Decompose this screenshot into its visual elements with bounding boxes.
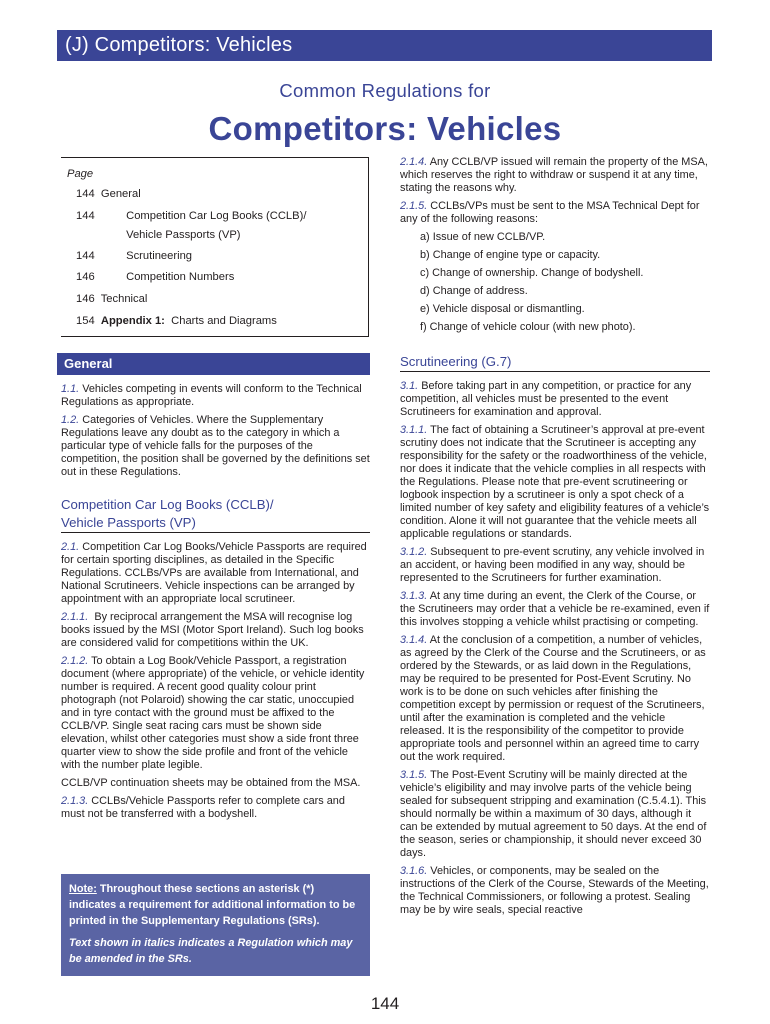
- toc-page: 144: [76, 210, 95, 222]
- general-heading-bar: [57, 353, 370, 375]
- list-item: f) Change of vehicle colour (with new photo).: [420, 321, 636, 333]
- clause-text: Categories of Vehicles. Where the Supplementary Regulations leave any doubt as to the category in which a particular type of vehicle falls for the purposes of the competition, the position shall be governed by the definitions set out in these Regulations.: [61, 414, 370, 478]
- clause-text: At the conclusion of a competition, a number of vehicles, as agreed by the Clerk of the Course and the Scrutineers, or as ordered by the Stewards, or as laid down in the Regulations, may be required to be presented for Post-Event Scrutiny. No work is to be done on such vehicles after finishing the competition except by permission or request of the Scrutineers, until after the examination is completed and the vehicle released. It is the responsibility of the competitor to provide appropriate tools and personnel within an agreed time to carry out the work required.: [400, 634, 706, 763]
- toc-row[interactable]: [76, 188, 141, 200]
- clause-text: To obtain a Log Book/Vehicle Passport, a registration document (where appropriate) of the vehicle, or vehicle identity number is required. A recent good quality colour print photograph (not Polaroid) showing the car static, unoccupied and in tyre contact with the ground must be affixed to the CCLB/VP. Single seat racing cars must be shown side elevation, whilst other categories must show a side front three quarter view to show the side profile and front of the vehicle with the number plate legible.: [61, 655, 365, 771]
- scrutineering-heading: [400, 353, 710, 372]
- list-item: a) Issue of new CCLB/VP.: [420, 231, 546, 243]
- clause-ref: 2.1.5.: [400, 200, 428, 212]
- toc-page: 146: [76, 293, 95, 305]
- clause-text: CCLBs/VPs must be sent to the MSA Technical Dept for any of the following reasons:: [400, 200, 700, 225]
- clause-ref: 2.1.1.: [61, 611, 89, 623]
- table-of-contents: [61, 157, 369, 337]
- toc-heading: Page: [67, 168, 94, 180]
- clause-text: Before taking part in any competition, or practice for any competition, all vehicles must be presented to the event Scrutineers for examination and approval.: [400, 380, 692, 418]
- list-item: d) Change of address.: [420, 285, 528, 297]
- toc-row[interactable]: [76, 210, 306, 222]
- page-number: 144: [370, 994, 400, 1013]
- paragraph: [400, 590, 710, 629]
- toc-page: 144: [76, 188, 95, 200]
- list-item: e) Vehicle disposal or dismantling.: [420, 303, 585, 315]
- paragraph: [400, 865, 710, 917]
- page-subtitle: Common Regulations for: [279, 80, 491, 101]
- paragraph: [61, 795, 370, 821]
- note-italic-text: Text shown in italics indicates a Regulation which may be amended in the SRs.: [69, 937, 353, 965]
- clause-ref: 3.1.5.: [400, 769, 428, 781]
- scrutineering-heading-text: Scrutineering: [400, 354, 478, 369]
- note-text: Throughout these sections an asterisk (*) indicates a requirement for additional information to be printed in the Supplementary Regulations (SRs).: [69, 883, 356, 927]
- toc-row[interactable]: [76, 250, 192, 262]
- toc-label: General: [100, 188, 141, 200]
- clause-ref: 2.1.4.: [400, 156, 428, 168]
- paragraph: [400, 380, 710, 419]
- toc-label: Vehicle Passports (VP): [126, 229, 241, 241]
- cclb-heading-line: Competition Car Log Books (CCLB)/: [61, 497, 274, 512]
- clause-ref: 3.1.4.: [400, 634, 428, 646]
- cclb-heading: [61, 496, 370, 514]
- paragraph: [400, 769, 710, 860]
- paragraph: [61, 777, 370, 790]
- clause-text: The fact of obtaining a Scrutineer’s approval at pre-event scrutiny does not indicate that the Scrutineer is accepting any responsibility for the safety or the roadworthiness of the vehicle, nor does it indicate that the vehicle complies in all respects with the Regulations. Please note that pre-event scrutineering or logbook inspection by a scrutineer is only a spot check of a limited number of key safety and eligibility features of a vehicle’s condition. Alone it will not guarantee that the vehicle meets all applicable regulations or standards.: [400, 424, 710, 540]
- clause-text: By reciprocal arrangement the MSA will recognise log books issued by the MSI (Motor Sport Ireland). Such log books are considered valid for competitions within the UK.: [61, 611, 364, 649]
- paragraph: [400, 634, 710, 764]
- clause-ref: 3.1.3.: [400, 590, 428, 602]
- clause-ref: 3.1.: [400, 380, 419, 392]
- banner-title: (J) Competitors: Vehicles: [65, 34, 293, 56]
- paragraph: [61, 655, 370, 772]
- page-title: Competitors: Vehicles: [208, 110, 562, 147]
- clause-text: Vehicles, or components, may be sealed on the instructions of the Clerk of the Course, Stewards of the Meeting, the Technical Commissioners, or following a protest. Sealing may be by wire seals, special reactive: [400, 865, 709, 916]
- paragraph: [61, 541, 370, 606]
- toc-label: Competition Car Log Books (CCLB)/: [126, 210, 307, 222]
- clause-ref: 3.1.6.: [400, 865, 428, 877]
- list-item: c) Change of ownership. Change of bodyshell.: [420, 267, 644, 279]
- clause-text: The Post-Event Scrutiny will be mainly directed at the vehicle’s eligibility and may involve parts of the vehicle being sealed for subsequent stripping and examination (C.5.4.1). This should normally be within a maximum of 30 days, although it can be extended by mutual agreement to 50 days. At the end of the season, series or championship, it should never exceed 30 days.: [400, 769, 707, 859]
- paragraph: [400, 200, 710, 226]
- clause-text: Any CCLB/VP issued will remain the property of the MSA, which reserves the right to withdraw or suspend it at any time, stating the reasons why.: [400, 156, 708, 194]
- clause-ref: 3.1.2.: [400, 546, 428, 558]
- clause-ref: 1.2.: [61, 414, 80, 426]
- clause-text: Vehicles competing in events will conform to the Technical Regulations as appropriate.: [61, 383, 362, 408]
- toc-page: 154: [76, 315, 95, 327]
- paragraph: [400, 156, 710, 195]
- scrutineering-heading-ref: (G.7): [481, 354, 512, 369]
- paragraph: [61, 414, 370, 479]
- section-banner: [57, 30, 712, 61]
- right-column-top: [400, 156, 710, 339]
- clause-text: Competition Car Log Books/Vehicle Passports are required for certain sporting disciplines, as detailed in the Specific Regulations. CCLBs/VPs are available from International, and National Scrutineers. Vehicle inspections can be arranged by appointment with an appropriate local scrutineer.: [61, 541, 367, 605]
- note-box: [61, 874, 370, 976]
- toc-page: 146: [76, 271, 95, 283]
- paragraph: [400, 546, 710, 585]
- cclb-heading-line: Vehicle Passports (VP): [61, 515, 196, 530]
- toc-label: Scrutineering: [126, 250, 193, 262]
- toc-row[interactable]: [76, 229, 241, 241]
- toc-label-bold: Appendix 1:: [100, 315, 165, 327]
- toc-label: Competition Numbers: [126, 271, 235, 283]
- toc-label: Technical: [100, 293, 148, 305]
- paragraph: [61, 611, 370, 650]
- paragraph: [400, 424, 710, 541]
- paragraph: [61, 383, 370, 409]
- toc-label: Charts and Diagrams: [171, 315, 277, 327]
- clause-ref: 2.1.: [61, 541, 80, 553]
- clause-text: At any time during an event, the Clerk of the Course, or the Scrutineers may order that a vehicle be re-examined, even if this involves stopping a vehicle whilst practising or competing.: [400, 590, 710, 628]
- clause-text: CCLBs/Vehicle Passports refer to complete cars and must not be transferred with a bodyshell.: [61, 795, 345, 820]
- clause-ref: 2.1.3.: [61, 795, 89, 807]
- right-column-scrutineering: [400, 353, 710, 922]
- clause-ref: 1.1.: [61, 383, 80, 395]
- note-label: Note:: [69, 883, 97, 895]
- general-heading: General: [64, 356, 113, 371]
- left-column: [61, 383, 370, 826]
- clause-ref: 2.1.2.: [61, 655, 89, 667]
- toc-page: 144: [76, 250, 95, 262]
- clause-text: Subsequent to pre-event scrutiny, any vehicle involved in an accident, or having been modified in any way, should be represented to the Scrutineers for further examination.: [400, 546, 705, 584]
- toc-row[interactable]: [76, 315, 277, 327]
- reasons-list: [420, 231, 710, 334]
- clause-ref: 3.1.1.: [400, 424, 428, 436]
- toc-row[interactable]: [76, 271, 234, 283]
- cclb-heading-rule: [61, 514, 370, 533]
- list-item: b) Change of engine type or capacity.: [420, 249, 601, 261]
- clause-text: CCLB/VP continuation sheets may be obtained from the MSA.: [61, 777, 361, 789]
- toc-row[interactable]: [76, 293, 147, 305]
